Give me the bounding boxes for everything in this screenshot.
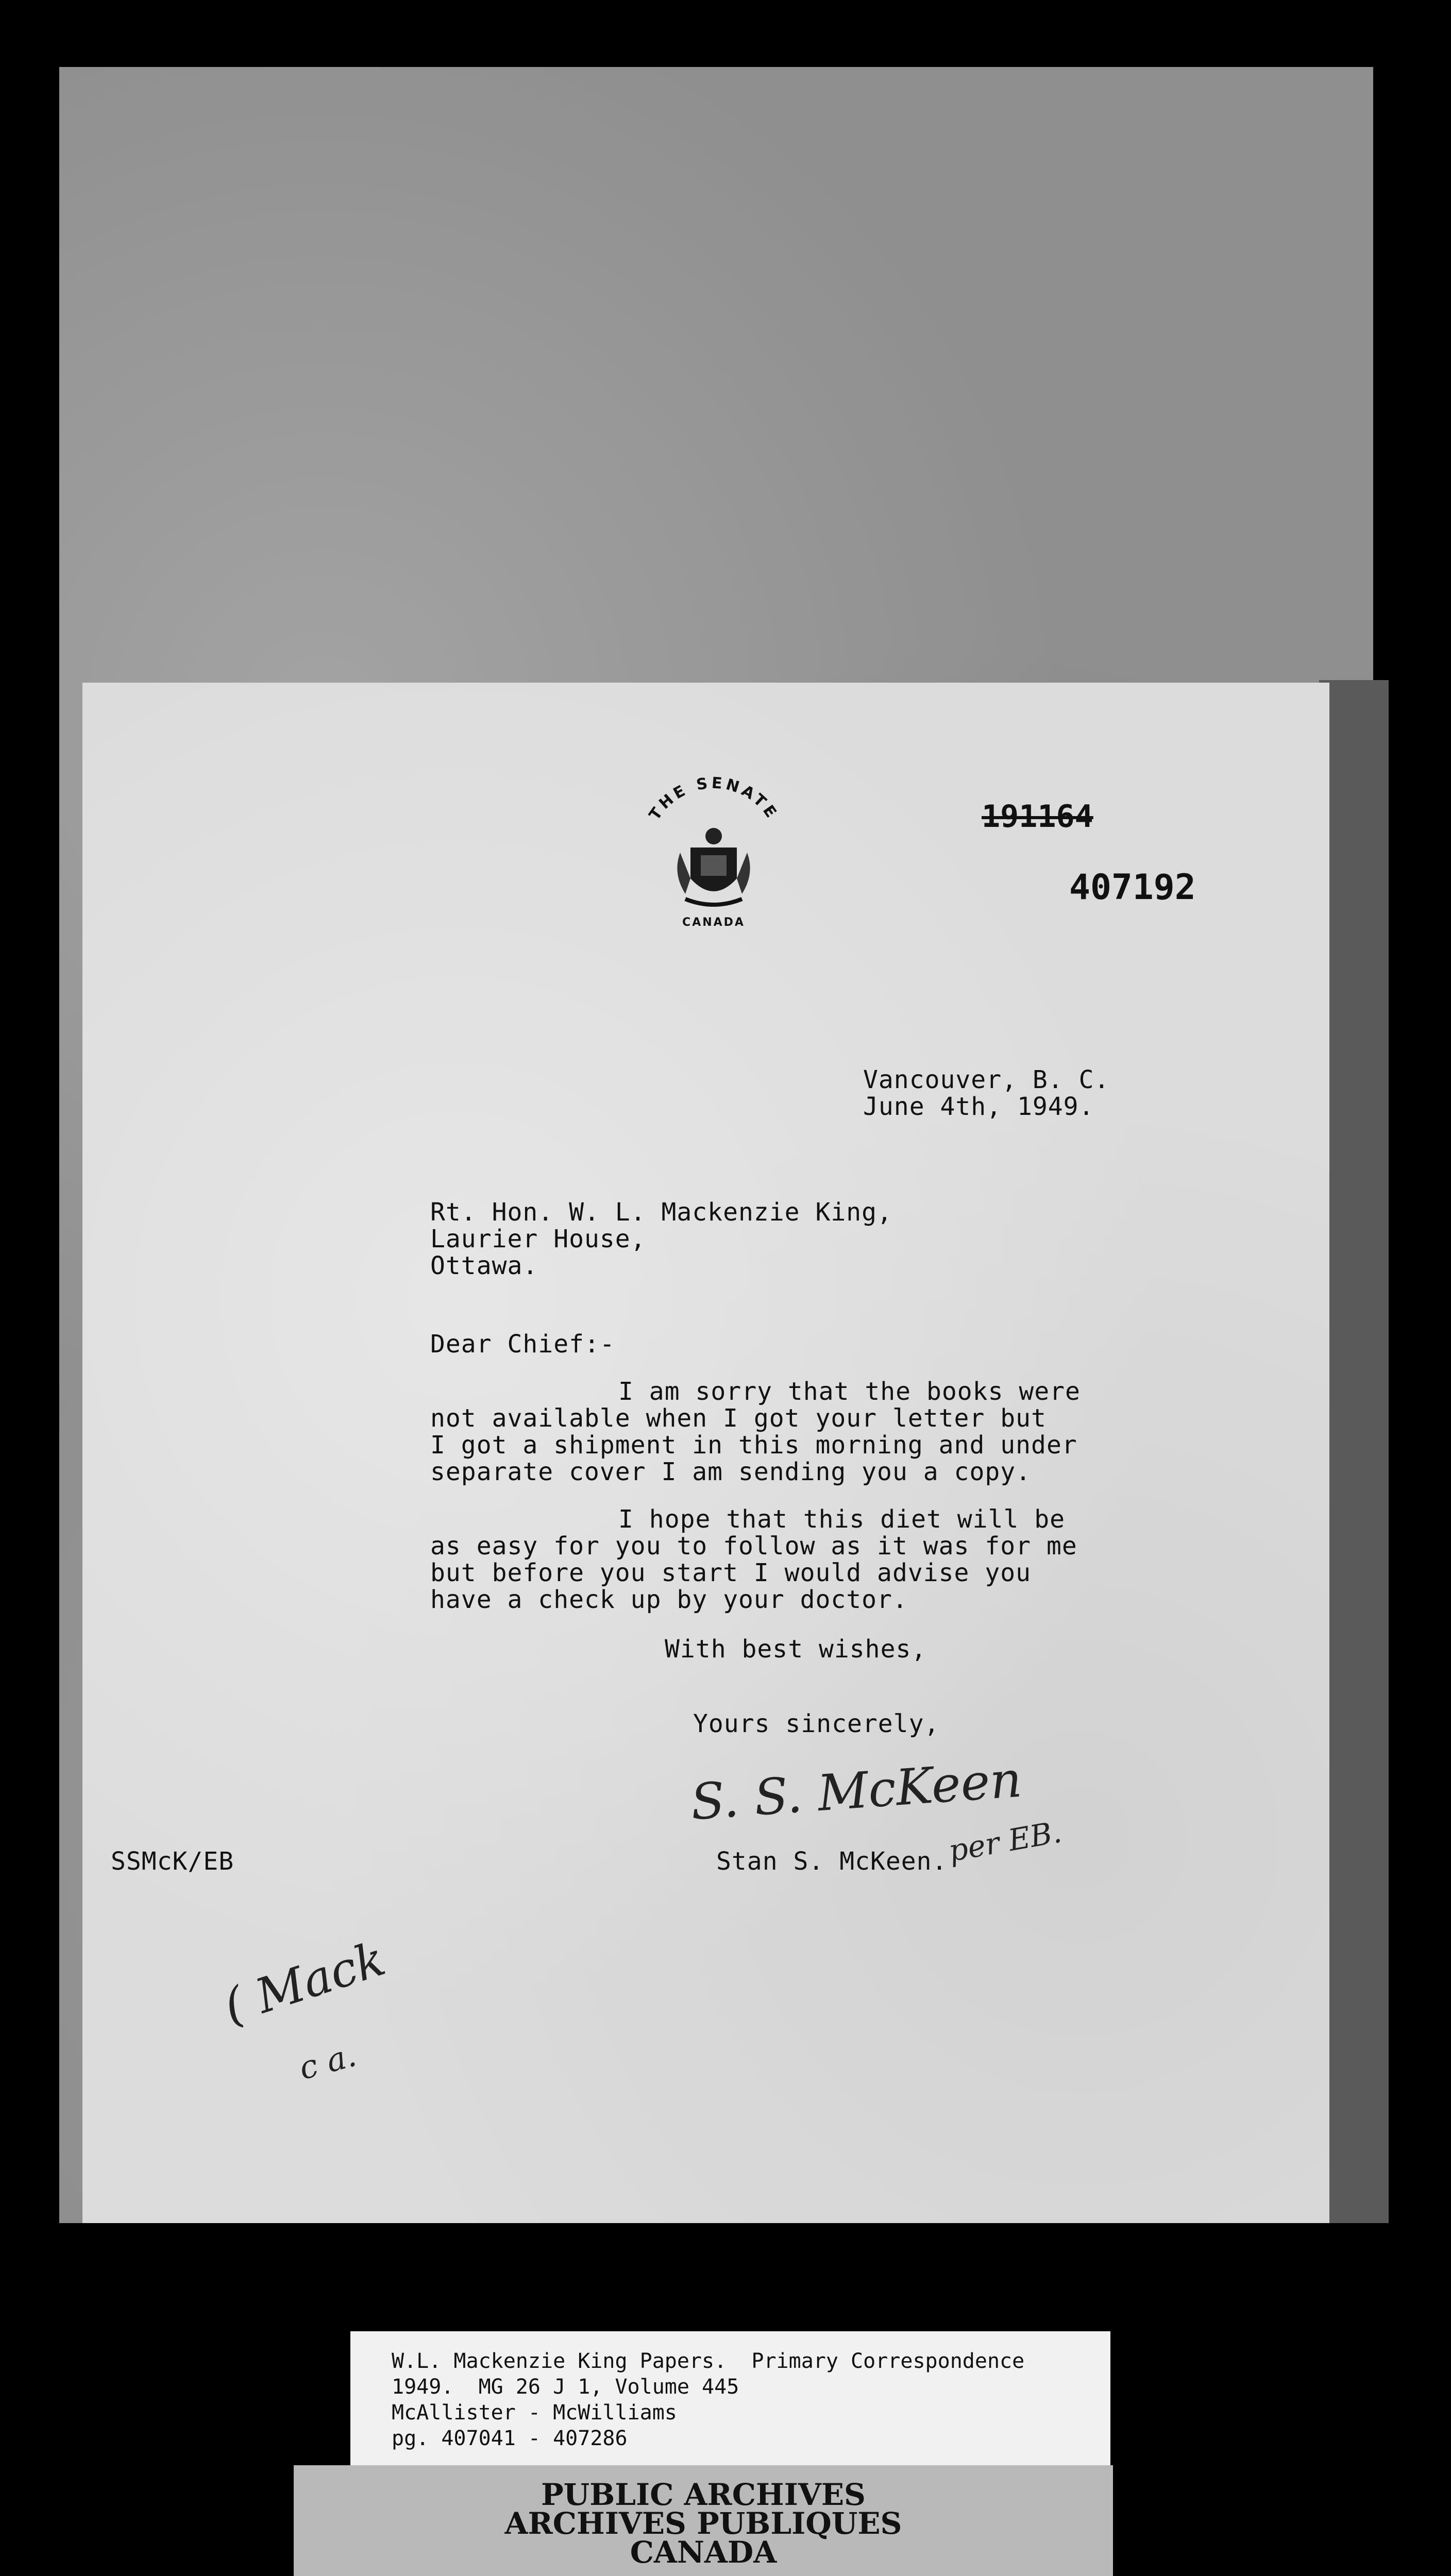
file-number: 407192 [1069, 867, 1196, 908]
body-line: I got a shipment in this morning and under [430, 1431, 1077, 1460]
archive-label [350, 2331, 1110, 2465]
margin-note: c a. [295, 2036, 360, 2088]
salutation: Dear Chief:- [430, 1330, 615, 1359]
letter-date: June 4th, 1949. [863, 1092, 1094, 1121]
wishes: With best wishes, [665, 1635, 927, 1664]
body-line: not available when I got your letter but [430, 1404, 1047, 1433]
archive-label-line: pg. 407041 - 407286 [392, 2427, 628, 2450]
body-line: as easy for you to follow as it was for me [430, 1532, 1077, 1561]
archive-label-line: 1949. MG 26 J 1, Volume 445 [392, 2375, 739, 2399]
margin-note: ( Mack [217, 1930, 392, 2035]
senate-crest [629, 775, 799, 930]
reference-initials: SSMcK/EB [111, 1847, 234, 1876]
body-line: but before you start I would advise you [430, 1558, 1032, 1587]
archive-label-line: W.L. Mackenzie King Papers. Primary Correspondence [392, 2349, 1025, 2373]
letter-place: Vancouver, B. C. [863, 1065, 1110, 1094]
body-line: I am sorry that the books were [618, 1377, 1081, 1406]
signature-per: per EB. [946, 1814, 1065, 1869]
page-edge-shadow [1319, 680, 1389, 2223]
stamp-line: ARCHIVES PUBLIQUES [504, 2505, 902, 2541]
struck-file-number: 191164 [982, 799, 1093, 835]
body-line: have a check up by your doctor. [430, 1585, 908, 1614]
svg-text:THE SENATE [646, 775, 782, 823]
body-line: separate cover I am sending you a copy. [430, 1458, 1032, 1486]
signature: S. S. McKeen [688, 1750, 1024, 1832]
recipient-line: Ottawa. [430, 1251, 538, 1280]
archives-stamp [294, 2465, 1113, 2576]
letter-page [82, 683, 1329, 2223]
signer-name: Stan S. McKeen. [716, 1847, 948, 1876]
crest-bottom-text: CANADA [682, 916, 745, 929]
recipient-line: Laurier House, [430, 1225, 646, 1253]
archive-label-line: McAllister - McWilliams [392, 2401, 677, 2425]
crest-top-text: THE SENATE [646, 775, 782, 824]
closing: Yours sincerely, [693, 1709, 940, 1738]
stamp-line: CANADA [630, 2534, 777, 2570]
coat-of-arms-icon [677, 828, 750, 905]
recipient-line: Rt. Hon. W. L. Mackenzie King, [430, 1198, 892, 1227]
stamp-line: PUBLIC ARCHIVES [541, 2477, 866, 2512]
body-line: I hope that this diet will be [618, 1505, 1066, 1534]
